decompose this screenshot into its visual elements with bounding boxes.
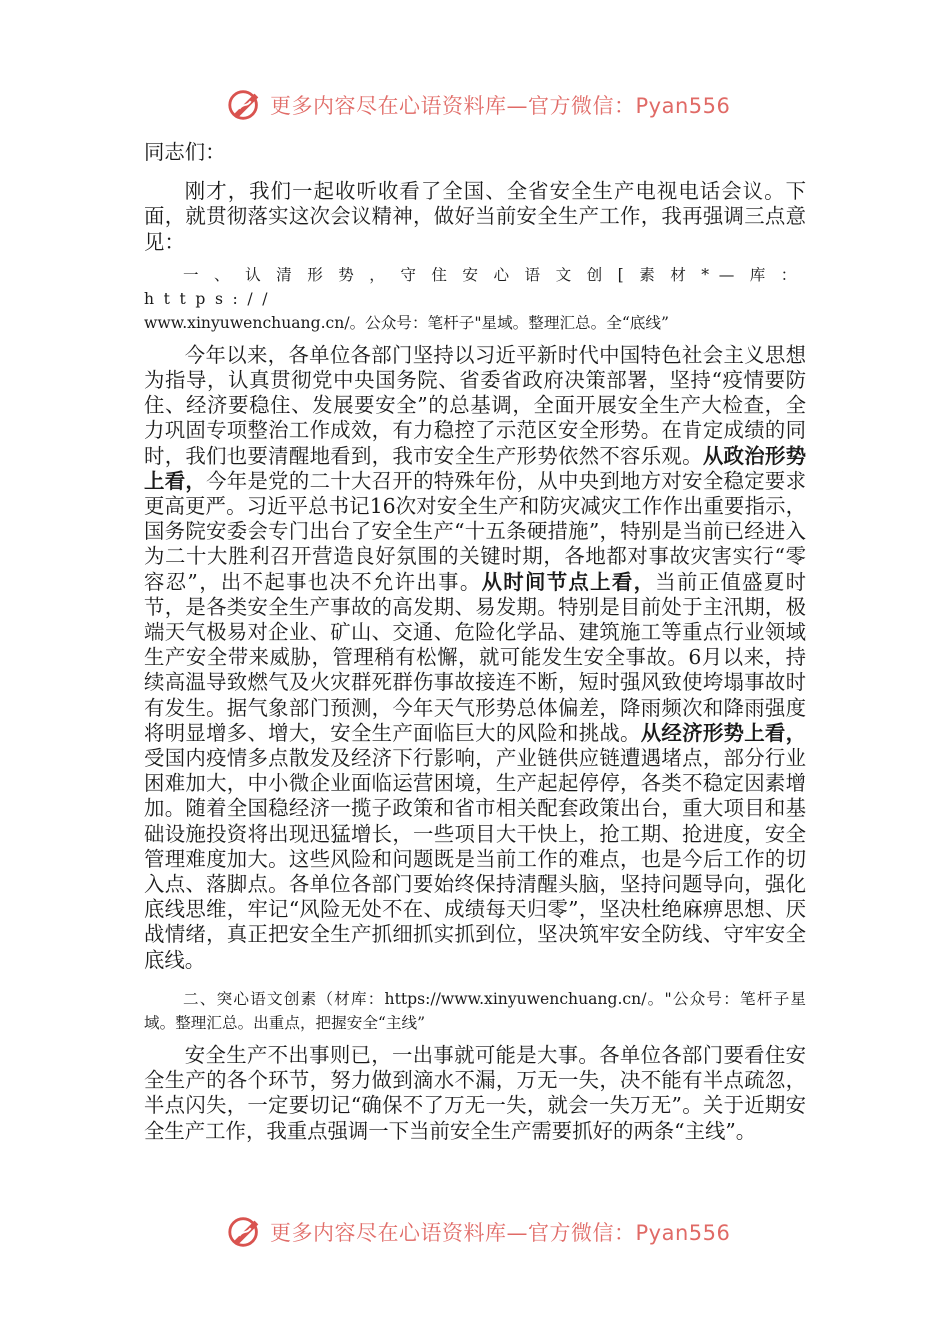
header-banner [226, 85, 730, 125]
banner-text: 更多内容尽在心语资料库—官方微信：Pyan556 [270, 1221, 731, 1245]
political-situation-lead: 从政治形势上看， [144, 443, 807, 493]
footer-banner [226, 1212, 730, 1252]
pen-logo-icon [226, 86, 264, 124]
economic-situation-lead: 从经济形势上看， [640, 720, 807, 745]
section1-text-e: 受国内疫情多点散发及经济下行影响，产业链供应链遭遇堵点，部分行业困难加大，中小微企业面临运营困境，生产起起停停，各类不稳定因素增加。随着全国稳经济一揽子政策和省市相关配套政策出台，重大项目和基础设施投资将出现迅猛增长，一些项目大干快上，抢工期、抢进度，安全管理难度加大。这些风险和问题既是当前工作的难点，也是今后工作的切入点、落脚点。各单位各部门要始终保持清醒头脑，坚持问题导向，强化底线思维，牢记“风险无处不在、成绩每天归零”，坚决杜绝麻痹思想、厌战情绪，真正把安全生产抓细抓实抓到位，坚决筑牢安全防线、守牢安全底线。 [144, 746, 806, 972]
section1-heading-line1: 一、认清形势，守住安心语文创[素材*—库：https:// [144, 265, 806, 308]
section1-heading [144, 263, 806, 335]
section1-heading-line2: www.xinyuwenchuang.cn/。公众号：笔杆子"星域。整理汇总。全“底线” [144, 313, 669, 332]
intro-paragraph: 刚才，我们一起收听收看了全国、全省安全生产电视电话会议。下面，就贯彻落实这次会议精神，做好当前安全生产工作，我再强调三点意见： [144, 179, 806, 254]
section2-heading-text: 二、突心语文创素（材库：https://www.xinyuwenchuang.cn/。"公众号：笔杆子星域。整理汇总。出重点，把握安全“主线” [144, 989, 806, 1032]
section1-paragraph [144, 343, 806, 973]
section1-text-d: 当前正值盛夏时节，是各类安全生产事故的高发期、易发期。特别是目前处于主汛期，极端天气极易对企业、矿山、交通、危险化学品、建筑施工等重点行业领域生产安全带来威胁，管理稍有松懈，就可能发生安全事故。6月以来，持续高温导致燃气及火灾群死群伤事故接连不断，短时强风致使垮塌事故时有发生。据气象部门预测，今年天气形势总体偏差，降雨频次和降雨强度将明显增多、增大，安全生产面临巨大的风险和挑战。 [144, 569, 806, 745]
section2-paragraph: 安全生产不出事则已，一出事就可能是大事。各单位各部门要看住安全生产的各个环节，努力做到滴水不漏，万无一失，决不能有半点疏忽，半点闪失，一定要切记“确保不了万无一失，就会一失万无”。关于近期安全生产工作，我重点强调一下当前安全生产需要抓好的两条“主线”。 [144, 1042, 806, 1143]
section2-heading [144, 987, 806, 1035]
banner-text: 更多内容尽在心语资料库—官方微信：Pyan556 [270, 94, 731, 118]
section1-text-c: 今年是党的二十大召开的特殊年份，从中央到地方对安全稳定要求更高更严。习近平总书记16次对安全生产和防灾减灾工作作出重要指示，国务院安委会专门出台了安全生产“十五条硬措施”，特别是当前已经进入为二十大胜利召开营造良好氛围的关键时期，各地都对事故灾害实行“零容忍”，出不起事也决不允许出事。 [144, 468, 806, 594]
document-body [144, 140, 806, 1144]
section1-text-a: 今年以来，各单位各部门坚持以习近平新时代中国特色社会主义思想为指导，认真贯彻党中央国务院、省委省政府决策部署，坚持“疫情要防住、经济要稳住、发展要安全”的总基调，全面开展安全生产大检查，全力巩固专项整治工作成效，有力稳控了示范区安全形势。在肯定成绩的同时，我们也要清醒地看到，我市安全生产形势依然不容乐观。 [144, 342, 806, 468]
greeting: 同志们： [144, 140, 226, 164]
time-node-lead: 从时间节点上看， [481, 569, 656, 594]
pen-logo-icon [226, 1213, 264, 1251]
